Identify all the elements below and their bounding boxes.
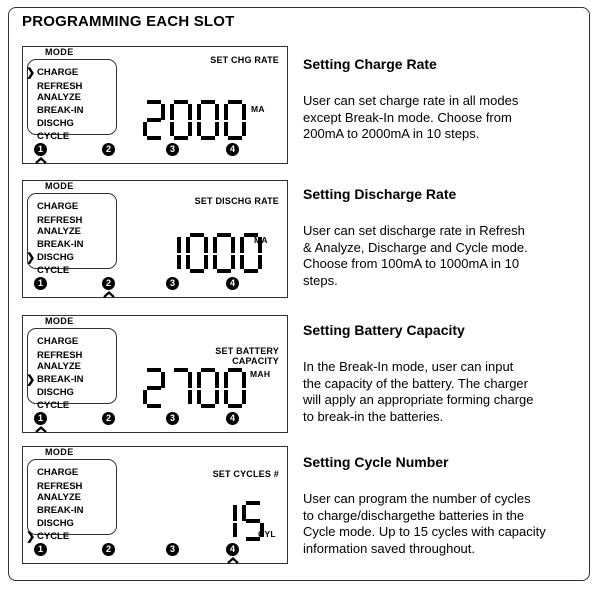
- section-body-line: & Analyze, Discharge and Cycle mode.: [303, 239, 528, 255]
- lcd-segment: [231, 255, 235, 269]
- lcd-digit: [233, 505, 237, 537]
- mode-selector-caret-icon: ❯: [26, 531, 36, 543]
- lcd-readout: [143, 100, 246, 140]
- mode-item: CYCLE: [37, 531, 70, 542]
- section-body-line: User can set charge rate in all modes: [303, 93, 519, 108]
- section-body-line: will apply an appropriate forming charge: [303, 392, 534, 407]
- lcd-segment: [224, 104, 228, 120]
- lcd-segment: [197, 104, 201, 120]
- slot-selector-caret-icon: [35, 157, 47, 164]
- lcd-segment: [170, 122, 174, 136]
- lcd-segment: [201, 100, 215, 104]
- lcd-segment: [188, 372, 192, 388]
- mode-label: MODE: [45, 316, 74, 326]
- page-title: PROGRAMMING EACH SLOT: [22, 13, 235, 30]
- set-label-line: SET CYCLES #: [212, 469, 279, 479]
- lcd-segment: [215, 104, 219, 120]
- slot-selector-caret-icon: [227, 557, 239, 564]
- mode-item: REFRESH: [37, 481, 83, 492]
- mode-item: REFRESH: [37, 215, 83, 226]
- slot-number-badge: 4: [226, 143, 239, 156]
- lcd-segment: [242, 505, 246, 521]
- lcd-segment: [213, 237, 217, 253]
- lcd-segment: [228, 368, 242, 372]
- unit-label: MA: [254, 235, 268, 245]
- section-title: Setting Cycle Number: [303, 454, 449, 470]
- lcd-segment: [147, 368, 161, 372]
- lcd-segment: [143, 390, 147, 404]
- lcd-segment: [233, 505, 237, 521]
- lcd-readout: [159, 233, 262, 273]
- lcd-segment: [186, 237, 190, 253]
- set-label: [195, 197, 279, 207]
- slot-number-badge: 2: [102, 277, 115, 290]
- lcd-segment: [147, 136, 161, 140]
- set-label-line: SET CHG RATE: [210, 55, 279, 65]
- section-body-line: except Break-In mode. Choose from: [303, 109, 512, 125]
- lcd-segment: [242, 122, 246, 136]
- slot-number-badge: 4: [226, 543, 239, 556]
- slot-number-badge: 1: [34, 277, 47, 290]
- mode-item: ANALYZE: [37, 492, 81, 503]
- lcd-segment: [215, 390, 219, 404]
- mode-item: BREAK-IN: [37, 374, 84, 385]
- section-title: Setting Discharge Rate: [303, 186, 457, 202]
- slot-number-badge: 1: [34, 412, 47, 425]
- section-body-line: In the Break-In mode, user can input: [303, 359, 514, 374]
- lcd-segment: [188, 122, 192, 136]
- set-label: [210, 56, 279, 66]
- lcd-segment: [170, 104, 174, 120]
- lcd-segment: [240, 237, 244, 253]
- mode-item: DISCHG: [37, 518, 74, 529]
- lcd-panel: [22, 315, 288, 433]
- mode-selector-caret-icon: ❯: [26, 374, 36, 386]
- lcd-segment: [244, 269, 258, 273]
- section-body-line: User can program the number of cycles: [303, 491, 531, 506]
- section-body-line: Choose from 100mA to 1000mA in 10: [303, 256, 520, 271]
- lcd-digit: [213, 233, 235, 273]
- mode-item: REFRESH: [37, 81, 83, 92]
- lcd-segment: [217, 233, 231, 237]
- mode-item: BREAK-IN: [37, 105, 84, 116]
- lcd-segment: [204, 255, 208, 269]
- lcd-segment: [143, 122, 147, 136]
- mode-selector-caret-icon: ❯: [26, 252, 36, 264]
- lcd-segment: [190, 233, 204, 237]
- lcd-digit: [177, 237, 181, 269]
- mode-item: CYCLE: [37, 265, 70, 276]
- unit-label: CYL: [258, 529, 276, 539]
- lcd-segment: [186, 255, 190, 269]
- section-body-line: User can set discharge rate in Refresh: [303, 223, 525, 238]
- lcd-segment: [246, 501, 260, 505]
- lcd-readout: [143, 368, 246, 408]
- lcd-segment: [190, 269, 204, 273]
- section-body: [303, 223, 585, 289]
- slot-number-badge: 3: [166, 277, 179, 290]
- mode-item: DISCHG: [37, 252, 74, 263]
- lcd-segment: [174, 368, 188, 372]
- lcd-segment: [174, 136, 188, 140]
- lcd-digit: [170, 100, 192, 140]
- set-label-line: SET DISCHG RATE: [194, 196, 279, 206]
- section-body-line: to charge/dischargethe batteries in the: [303, 507, 525, 523]
- mode-item: CHARGE: [37, 336, 79, 347]
- slot-number-badge: 2: [102, 412, 115, 425]
- mode-label: MODE: [45, 181, 74, 191]
- lcd-segment: [197, 122, 201, 136]
- lcd-digit: [174, 368, 192, 404]
- section-body-line: Cycle mode. Up to 15 cycles with capacity: [303, 524, 546, 539]
- lcd-segment: [228, 404, 242, 408]
- lcd-segment: [231, 237, 235, 253]
- lcd-segment: [201, 368, 215, 372]
- lcd-digit: [143, 100, 165, 140]
- mode-item: ANALYZE: [37, 361, 81, 372]
- section-body: [303, 359, 585, 425]
- lcd-readout: [215, 501, 264, 541]
- slot-selector-caret-icon: [103, 291, 115, 298]
- slot-number-badge: 3: [166, 412, 179, 425]
- lcd-panel: [22, 180, 288, 298]
- lcd-digit: [197, 100, 219, 140]
- unit-label: MAH: [250, 369, 271, 379]
- lcd-segment: [233, 523, 237, 537]
- lcd-segment: [224, 122, 228, 136]
- lcd-segment: [177, 237, 181, 253]
- mode-item: ANALYZE: [37, 92, 81, 103]
- mode-item: CHARGE: [37, 67, 79, 78]
- slot-number-badge: 3: [166, 543, 179, 556]
- lcd-segment: [228, 100, 242, 104]
- lcd-segment: [161, 104, 165, 120]
- lcd-segment: [240, 255, 244, 269]
- lcd-digit: [186, 233, 208, 273]
- set-label: [215, 347, 279, 366]
- lcd-segment: [258, 255, 262, 269]
- lcd-segment: [204, 237, 208, 253]
- lcd-segment: [242, 372, 246, 388]
- section-body-line: information saved throughout.: [303, 540, 475, 556]
- mode-item: ANALYZE: [37, 226, 81, 237]
- mode-selector-caret-icon: ❯: [26, 67, 36, 79]
- mode-item: BREAK-IN: [37, 505, 84, 516]
- lcd-segment: [224, 390, 228, 404]
- section-body: [303, 93, 585, 143]
- lcd-segment: [188, 390, 192, 404]
- lcd-segment: [197, 390, 201, 404]
- mode-label: MODE: [45, 47, 74, 57]
- set-label-line: SET BATTERY: [215, 346, 279, 356]
- mode-item: DISCHG: [37, 387, 74, 398]
- set-label-line: CAPACITY: [232, 355, 279, 366]
- set-label: [213, 470, 279, 480]
- lcd-segment: [161, 372, 165, 388]
- lcd-segment: [213, 255, 217, 269]
- lcd-segment: [217, 269, 231, 273]
- mode-item: CHARGE: [37, 201, 79, 212]
- slot-selector-caret-icon: [35, 426, 47, 433]
- lcd-segment: [177, 255, 181, 269]
- unit-label: MA: [251, 104, 265, 114]
- slot-number-badge: 4: [226, 277, 239, 290]
- lcd-segment: [147, 386, 161, 390]
- lcd-digit: [224, 100, 246, 140]
- lcd-panel: [22, 46, 288, 164]
- lcd-digit: [197, 368, 219, 408]
- lcd-segment: [147, 118, 161, 122]
- section-title: Setting Battery Capacity: [303, 322, 465, 338]
- mode-item: CYCLE: [37, 131, 70, 142]
- lcd-segment: [215, 372, 219, 388]
- lcd-segment: [147, 100, 161, 104]
- lcd-segment: [197, 372, 201, 388]
- lcd-segment: [246, 519, 260, 523]
- lcd-panel: [22, 446, 288, 564]
- slot-number-badge: 1: [34, 543, 47, 556]
- lcd-segment: [188, 104, 192, 120]
- slot-number-badge: 4: [226, 412, 239, 425]
- section-body-line: the capacity of the battery. The charger: [303, 375, 528, 391]
- mode-item: REFRESH: [37, 350, 83, 361]
- lcd-digit: [143, 368, 165, 408]
- mode-item: BREAK-IN: [37, 239, 84, 250]
- lcd-segment: [242, 390, 246, 404]
- lcd-segment: [215, 122, 219, 136]
- slot-number-badge: 2: [102, 143, 115, 156]
- section-body-line: steps.: [303, 272, 338, 288]
- lcd-segment: [242, 104, 246, 120]
- lcd-segment: [201, 136, 215, 140]
- lcd-segment: [224, 372, 228, 388]
- section-body: [303, 491, 585, 557]
- lcd-segment: [147, 404, 161, 408]
- slot-number-badge: 1: [34, 143, 47, 156]
- lcd-segment: [228, 136, 242, 140]
- mode-label: MODE: [45, 447, 74, 457]
- mode-item: DISCHG: [37, 118, 74, 129]
- slot-number-badge: 2: [102, 543, 115, 556]
- lcd-segment: [174, 100, 188, 104]
- slot-number-badge: 3: [166, 143, 179, 156]
- mode-item: CYCLE: [37, 400, 70, 411]
- section-body-line: 200mA to 2000mA in 10 steps.: [303, 126, 480, 141]
- lcd-segment: [201, 404, 215, 408]
- lcd-digit: [224, 368, 246, 408]
- section-body-line: to break-in the batteries.: [303, 408, 444, 424]
- section-title: Setting Charge Rate: [303, 56, 437, 72]
- mode-item: CHARGE: [37, 467, 79, 478]
